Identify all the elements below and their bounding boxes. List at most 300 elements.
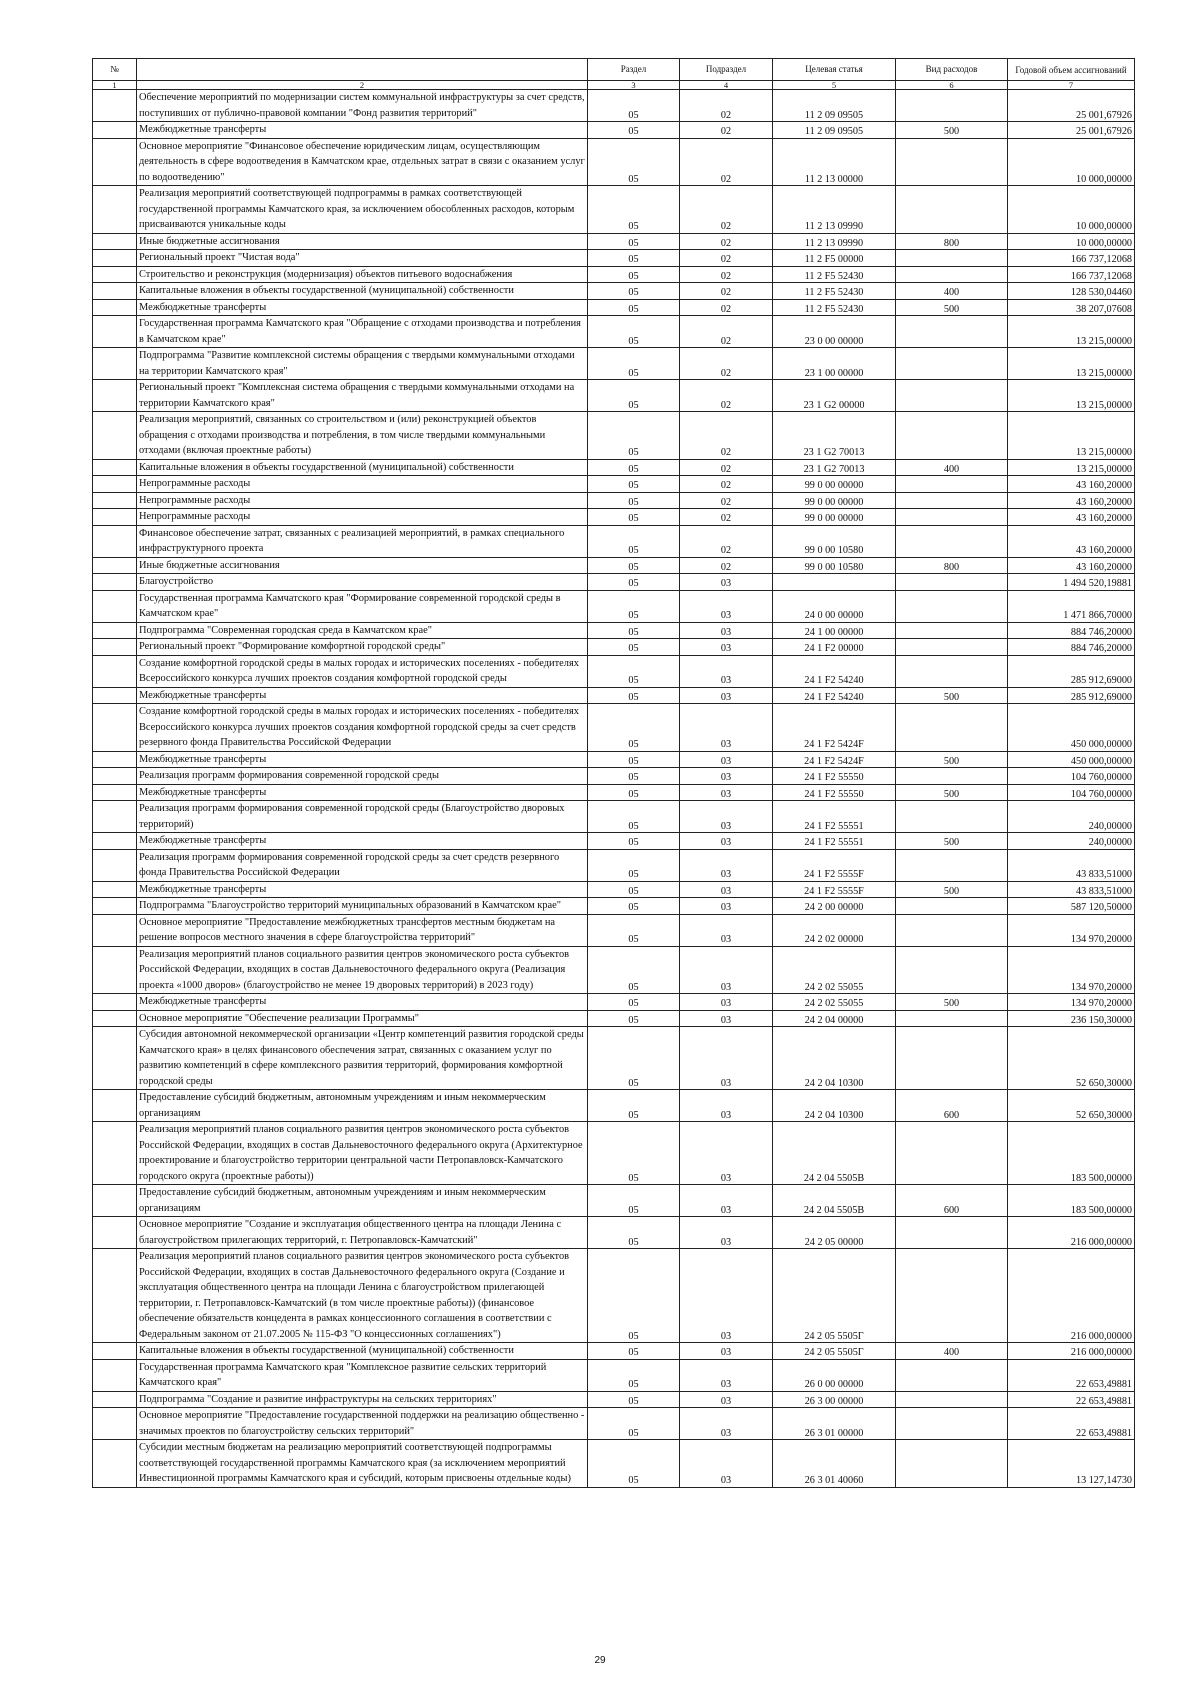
row-name: Строительство и реконструкция (модернизация) объектов питьевого водоснабжения — [137, 266, 588, 283]
row-index-cell — [93, 751, 137, 768]
table-row — [93, 1010, 1135, 1027]
row-article: 11 2 F5 52430 — [773, 283, 896, 300]
header-subsection: Подраздел — [680, 59, 773, 81]
row-subsection: 03 — [680, 784, 773, 801]
row-article: 11 2 13 00000 — [773, 138, 896, 186]
row-index-cell — [93, 557, 137, 574]
row-article: 24 1 F2 00000 — [773, 639, 896, 656]
row-section: 05 — [588, 476, 680, 493]
row-article: 23 1 G2 70013 — [773, 459, 896, 476]
table-row — [93, 784, 1135, 801]
row-subsection: 03 — [680, 849, 773, 881]
row-article — [773, 574, 896, 591]
table-row — [93, 266, 1135, 283]
row-name: Региональный проект "Комплексная система обращения с твердыми коммунальными отходами на территории Камчатского края" — [137, 380, 588, 412]
table-body — [93, 90, 1135, 1488]
table-row — [93, 1359, 1135, 1391]
row-amount: 240,00000 — [1008, 801, 1135, 833]
row-name: Благоустройство — [137, 574, 588, 591]
row-section: 05 — [588, 186, 680, 234]
row-expense-type: 500 — [896, 687, 1008, 704]
table-row — [93, 316, 1135, 348]
row-expense-type — [896, 138, 1008, 186]
row-amount: 236 150,30000 — [1008, 1010, 1135, 1027]
row-amount: 43 160,20000 — [1008, 557, 1135, 574]
row-expense-type — [896, 914, 1008, 946]
table-row — [93, 233, 1135, 250]
row-index-cell — [93, 768, 137, 785]
row-name: Государственная программа Камчатского края "Формирование современной городской среды в Камчатском крае" — [137, 590, 588, 622]
row-section: 05 — [588, 914, 680, 946]
row-article: 23 1 00 00000 — [773, 348, 896, 380]
row-index-cell — [93, 1359, 137, 1391]
row-expense-type: 800 — [896, 233, 1008, 250]
row-article: 24 2 05 5505Г — [773, 1249, 896, 1343]
row-subsection: 03 — [680, 1027, 773, 1090]
row-article: 24 2 00 00000 — [773, 898, 896, 915]
row-article: 26 3 00 00000 — [773, 1391, 896, 1408]
row-expense-type — [896, 1440, 1008, 1488]
row-index-cell — [93, 1343, 137, 1360]
row-name: Финансовое обеспечение затрат, связанных с реализацией мероприятий, в рамках специального инфраструктурного проекта — [137, 525, 588, 557]
table-row — [93, 801, 1135, 833]
row-name: Основное мероприятие "Предоставление межбюджетных трансфертов местным бюджетам на решение вопросов местного значения в сфере благоустройства территорий" — [137, 914, 588, 946]
row-expense-type — [896, 1217, 1008, 1249]
row-section: 05 — [588, 994, 680, 1011]
row-section: 05 — [588, 1010, 680, 1027]
row-amount: 13 215,00000 — [1008, 316, 1135, 348]
row-index-cell — [93, 687, 137, 704]
row-name: Межбюджетные трансферты — [137, 299, 588, 316]
header-num-6: 6 — [896, 81, 1008, 90]
row-article: 24 1 F2 55550 — [773, 784, 896, 801]
row-index-cell — [93, 1217, 137, 1249]
row-amount: 52 650,30000 — [1008, 1090, 1135, 1122]
row-section: 05 — [588, 459, 680, 476]
row-section: 05 — [588, 639, 680, 656]
row-amount: 25 001,67926 — [1008, 122, 1135, 139]
row-article: 11 2 13 09990 — [773, 233, 896, 250]
row-subsection: 03 — [680, 704, 773, 752]
row-name: Основное мероприятие "Обеспечение реализации Программы" — [137, 1010, 588, 1027]
row-subsection: 02 — [680, 186, 773, 234]
row-amount: 1 471 866,70000 — [1008, 590, 1135, 622]
row-index-cell — [93, 1408, 137, 1440]
row-section: 05 — [588, 380, 680, 412]
row-index-cell — [93, 994, 137, 1011]
row-article: 24 2 05 5505Г — [773, 1343, 896, 1360]
row-name: Субсидии местным бюджетам на реализацию мероприятий соответствующей подпрограммы соответствующей государственной программы Камчатского края (за исключением мероприятий Инвестиционной программы Камчатского края и субсидий, которым присвоены отдельные коды) — [137, 1440, 588, 1488]
row-amount: 450 000,00000 — [1008, 704, 1135, 752]
row-subsection: 03 — [680, 687, 773, 704]
row-article: 23 0 00 00000 — [773, 316, 896, 348]
row-amount: 240,00000 — [1008, 833, 1135, 850]
header-article: Целевая статья — [773, 59, 896, 81]
row-section: 05 — [588, 1391, 680, 1408]
row-section: 05 — [588, 833, 680, 850]
table-row — [93, 476, 1135, 493]
row-subsection: 03 — [680, 914, 773, 946]
table-row — [93, 574, 1135, 591]
row-name: Предоставление субсидий бюджетным, автономным учреждениям и иным некоммерческим организациям — [137, 1090, 588, 1122]
row-index-cell — [93, 1010, 137, 1027]
row-subsection: 03 — [680, 768, 773, 785]
row-amount: 43 160,20000 — [1008, 492, 1135, 509]
row-name: Реализация мероприятий планов социального развития центров экономического роста субъектов Российской Федерации, входящих в состав Дальневосточного федерального округа (Создание и эксплуатация общественного центра на площади Ленина с благоустройством прилегающей территории, г. Петропавловск-Камчатский (в том числе проектные работы)) (финансовое обеспечение обязательств концедента в рамках концессионного соглашения в соответствии с Федеральным законом от 21.07.2005 № 115-ФЗ "О концессионных соглашениях") — [137, 1249, 588, 1343]
row-expense-type: 500 — [896, 122, 1008, 139]
row-index-cell — [93, 283, 137, 300]
row-subsection: 03 — [680, 833, 773, 850]
row-index-cell — [93, 186, 137, 234]
table-row — [93, 1391, 1135, 1408]
row-subsection: 02 — [680, 250, 773, 267]
table-row — [93, 186, 1135, 234]
table-row — [93, 1343, 1135, 1360]
row-article: 24 2 04 5505В — [773, 1122, 896, 1185]
row-subsection: 03 — [680, 1010, 773, 1027]
row-amount: 134 970,20000 — [1008, 914, 1135, 946]
row-name: Реализация мероприятий планов социального развития центров экономического роста субъектов Российской Федерации, входящих в состав Дальневосточного федерального округа (Реализация проекта «1000 дворов» (благоустройство не менее 19 дворовых территорий) в 2023 году) — [137, 946, 588, 994]
row-expense-type — [896, 1027, 1008, 1090]
row-section: 05 — [588, 525, 680, 557]
row-amount: 13 215,00000 — [1008, 348, 1135, 380]
row-section: 05 — [588, 492, 680, 509]
row-article: 24 1 F2 5424F — [773, 704, 896, 752]
row-amount: 285 912,69000 — [1008, 687, 1135, 704]
row-expense-type — [896, 525, 1008, 557]
row-name: Региональный проект "Формирование комфортной городской среды" — [137, 639, 588, 656]
row-amount: 216 000,00000 — [1008, 1217, 1135, 1249]
row-article: 26 0 00 00000 — [773, 1359, 896, 1391]
table-row — [93, 655, 1135, 687]
row-name: Межбюджетные трансферты — [137, 751, 588, 768]
row-amount: 183 500,00000 — [1008, 1122, 1135, 1185]
row-name: Непрограммные расходы — [137, 509, 588, 526]
row-index-cell — [93, 316, 137, 348]
row-article: 99 0 00 00000 — [773, 492, 896, 509]
row-amount: 134 970,20000 — [1008, 946, 1135, 994]
row-article: 26 3 01 40060 — [773, 1440, 896, 1488]
row-index-cell — [93, 622, 137, 639]
row-article: 24 2 04 10300 — [773, 1027, 896, 1090]
row-article: 24 2 02 55055 — [773, 946, 896, 994]
table-row — [93, 639, 1135, 656]
header-row — [93, 59, 1135, 81]
row-expense-type: 600 — [896, 1185, 1008, 1217]
header-num-3: 3 — [588, 81, 680, 90]
row-expense-type — [896, 768, 1008, 785]
row-expense-type: 600 — [896, 1090, 1008, 1122]
row-index-cell — [93, 1185, 137, 1217]
row-index-cell — [93, 590, 137, 622]
row-amount: 13 127,14730 — [1008, 1440, 1135, 1488]
row-subsection: 03 — [680, 1217, 773, 1249]
table-row — [93, 914, 1135, 946]
row-expense-type — [896, 801, 1008, 833]
row-section: 05 — [588, 1090, 680, 1122]
row-name: Межбюджетные трансферты — [137, 833, 588, 850]
row-subsection: 02 — [680, 299, 773, 316]
header-num-1: 1 — [93, 81, 137, 90]
row-index-cell — [93, 784, 137, 801]
row-subsection: 03 — [680, 655, 773, 687]
row-index-cell — [93, 90, 137, 122]
row-amount: 43 160,20000 — [1008, 509, 1135, 526]
row-article: 99 0 00 10580 — [773, 557, 896, 574]
table-row — [93, 704, 1135, 752]
row-article: 24 2 04 00000 — [773, 1010, 896, 1027]
row-amount: 216 000,00000 — [1008, 1343, 1135, 1360]
row-index-cell — [93, 1090, 137, 1122]
row-expense-type — [896, 1408, 1008, 1440]
row-expense-type — [896, 1122, 1008, 1185]
row-subsection: 02 — [680, 459, 773, 476]
row-expense-type: 500 — [896, 994, 1008, 1011]
table-row — [93, 492, 1135, 509]
row-subsection: 02 — [680, 122, 773, 139]
row-article: 99 0 00 10580 — [773, 525, 896, 557]
row-amount: 52 650,30000 — [1008, 1027, 1135, 1090]
row-article: 11 2 F5 00000 — [773, 250, 896, 267]
header-section: Раздел — [588, 59, 680, 81]
table-row — [93, 283, 1135, 300]
row-amount: 884 746,20000 — [1008, 639, 1135, 656]
row-expense-type — [896, 316, 1008, 348]
table-row — [93, 898, 1135, 915]
row-amount: 166 737,12068 — [1008, 250, 1135, 267]
row-name: Межбюджетные трансферты — [137, 122, 588, 139]
row-section: 05 — [588, 881, 680, 898]
row-expense-type: 500 — [896, 784, 1008, 801]
row-expense-type — [896, 509, 1008, 526]
table-row — [93, 348, 1135, 380]
row-subsection: 03 — [680, 1122, 773, 1185]
row-index-cell — [93, 704, 137, 752]
row-index-cell — [93, 574, 137, 591]
row-amount: 13 215,00000 — [1008, 412, 1135, 460]
row-section: 05 — [588, 655, 680, 687]
table-row — [93, 525, 1135, 557]
row-article: 24 1 F2 55551 — [773, 801, 896, 833]
row-index-cell — [93, 412, 137, 460]
row-name: Субсидия автономной некоммерческой организации «Центр компетенций развития городской среды Камчатского края» в целях финансового обеспечения затрат, связанных с оказанием услуг по развитию компетенций в сфере комплексного развития территорий, формирования комфортной городской среды — [137, 1027, 588, 1090]
row-subsection: 03 — [680, 881, 773, 898]
row-expense-type — [896, 380, 1008, 412]
header-expense-type: Вид расходов — [896, 59, 1008, 81]
row-subsection: 02 — [680, 138, 773, 186]
row-subsection: 03 — [680, 1391, 773, 1408]
row-index-cell — [93, 914, 137, 946]
table-row — [93, 1090, 1135, 1122]
table-row — [93, 557, 1135, 574]
table-row — [93, 1122, 1135, 1185]
row-expense-type — [896, 1391, 1008, 1408]
row-article: 24 1 F2 55550 — [773, 768, 896, 785]
row-subsection: 03 — [680, 1359, 773, 1391]
row-section: 05 — [588, 574, 680, 591]
row-expense-type: 400 — [896, 459, 1008, 476]
row-article: 24 1 F2 5555F — [773, 849, 896, 881]
row-name: Реализация программ формирования современной городской среды (Благоустройство дворовых территорий) — [137, 801, 588, 833]
row-section: 05 — [588, 687, 680, 704]
row-name: Реализация мероприятий соответствующей подпрограммы в рамках соответствующей государственной программы Камчатского края, за исключением обособленных расходов, которым присваиваются уникальные коды — [137, 186, 588, 234]
row-subsection: 02 — [680, 525, 773, 557]
row-name: Подпрограмма "Современная городская среда в Камчатском крае" — [137, 622, 588, 639]
table-row — [93, 1185, 1135, 1217]
row-index-cell — [93, 1122, 137, 1185]
row-index-cell — [93, 1249, 137, 1343]
row-name: Государственная программа Камчатского края "Комплексное развитие сельских территорий Камчатского края" — [137, 1359, 588, 1391]
row-amount: 10 000,00000 — [1008, 233, 1135, 250]
row-article: 24 1 F2 54240 — [773, 655, 896, 687]
row-amount: 13 215,00000 — [1008, 459, 1135, 476]
row-subsection: 03 — [680, 639, 773, 656]
row-article: 26 3 01 00000 — [773, 1408, 896, 1440]
row-subsection: 02 — [680, 348, 773, 380]
row-name: Основное мероприятие "Финансовое обеспечение юридическим лицам, осуществляющим деятельность в сфере водоотведения в Камчатском крае, отдельных затрат в связи с оказанием услуг по водоотведению" — [137, 138, 588, 186]
row-expense-type: 500 — [896, 751, 1008, 768]
row-article: 24 2 05 00000 — [773, 1217, 896, 1249]
row-section: 05 — [588, 283, 680, 300]
table-row — [93, 250, 1135, 267]
row-index-cell — [93, 476, 137, 493]
row-amount: 1 494 520,19881 — [1008, 574, 1135, 591]
row-section: 05 — [588, 316, 680, 348]
row-expense-type: 500 — [896, 299, 1008, 316]
row-name: Капитальные вложения в объекты государственной (муниципальной) собственности — [137, 1343, 588, 1360]
row-section: 05 — [588, 784, 680, 801]
row-article: 24 1 00 00000 — [773, 622, 896, 639]
header-number: № — [93, 59, 137, 81]
row-index-cell — [93, 898, 137, 915]
row-index-cell — [93, 459, 137, 476]
row-subsection: 02 — [680, 90, 773, 122]
row-name: Капитальные вложения в объекты государственной (муниципальной) собственности — [137, 459, 588, 476]
row-subsection: 02 — [680, 412, 773, 460]
header-amount: Годовой объем ассигнований — [1008, 59, 1135, 81]
row-expense-type — [896, 492, 1008, 509]
row-section: 05 — [588, 768, 680, 785]
row-expense-type: 500 — [896, 833, 1008, 850]
row-article: 11 2 F5 52430 — [773, 299, 896, 316]
row-expense-type: 500 — [896, 881, 1008, 898]
table-row — [93, 833, 1135, 850]
row-index-cell — [93, 655, 137, 687]
row-index-cell — [93, 138, 137, 186]
row-amount: 134 970,20000 — [1008, 994, 1135, 1011]
row-index-cell — [93, 1027, 137, 1090]
row-name: Государственная программа Камчатского края "Обращение с отходами производства и потребления в Камчатском крае" — [137, 316, 588, 348]
row-amount: 43 160,20000 — [1008, 525, 1135, 557]
row-subsection: 03 — [680, 574, 773, 591]
row-name: Основное мероприятие "Предоставление государственной поддержки на реализацию общественно - значимых проектов по благоустройству сельских территорий" — [137, 1408, 588, 1440]
row-amount: 104 760,00000 — [1008, 768, 1135, 785]
row-article: 24 2 02 55055 — [773, 994, 896, 1011]
row-name: Подпрограмма "Развитие комплексной системы обращения с твердыми коммунальными отходами на территории Камчатского края" — [137, 348, 588, 380]
row-subsection: 03 — [680, 751, 773, 768]
row-section: 05 — [588, 1249, 680, 1343]
row-section: 05 — [588, 509, 680, 526]
row-index-cell — [93, 801, 137, 833]
row-subsection: 02 — [680, 266, 773, 283]
row-amount: 166 737,12068 — [1008, 266, 1135, 283]
row-index-cell — [93, 122, 137, 139]
row-subsection: 02 — [680, 233, 773, 250]
row-section: 05 — [588, 704, 680, 752]
row-section: 05 — [588, 138, 680, 186]
row-subsection: 03 — [680, 1440, 773, 1488]
row-amount: 43 833,51000 — [1008, 881, 1135, 898]
row-name: Обеспечение мероприятий по модернизации систем коммунальной инфраструктуры за счет средств, поступивших от публично-правовой компании "Фонд развития территорий" — [137, 90, 588, 122]
table-row — [93, 687, 1135, 704]
row-article: 99 0 00 00000 — [773, 509, 896, 526]
row-expense-type — [896, 412, 1008, 460]
table-row — [93, 1027, 1135, 1090]
row-article: 11 2 09 09505 — [773, 122, 896, 139]
row-name: Основное мероприятие "Создание и эксплуатация общественного центра на площади Ленина с благоустройством прилегающих территорий, г. Петропавловск-Камчатский" — [137, 1217, 588, 1249]
row-subsection: 03 — [680, 1249, 773, 1343]
row-subsection: 02 — [680, 316, 773, 348]
row-article: 24 1 F2 55551 — [773, 833, 896, 850]
row-index-cell — [93, 509, 137, 526]
row-amount: 450 000,00000 — [1008, 751, 1135, 768]
row-section: 05 — [588, 1408, 680, 1440]
row-amount: 22 653,49881 — [1008, 1408, 1135, 1440]
table-row — [93, 768, 1135, 785]
row-index-cell — [93, 1391, 137, 1408]
row-name: Иные бюджетные ассигнования — [137, 233, 588, 250]
table-row — [93, 459, 1135, 476]
row-section: 05 — [588, 1185, 680, 1217]
row-expense-type — [896, 849, 1008, 881]
row-expense-type — [896, 348, 1008, 380]
row-subsection: 03 — [680, 590, 773, 622]
row-section: 05 — [588, 412, 680, 460]
row-section: 05 — [588, 1440, 680, 1488]
row-subsection: 02 — [680, 380, 773, 412]
row-expense-type — [896, 622, 1008, 639]
row-index-cell — [93, 525, 137, 557]
header-num-7: 7 — [1008, 81, 1135, 90]
row-section: 05 — [588, 1122, 680, 1185]
row-section: 05 — [588, 590, 680, 622]
row-subsection: 02 — [680, 492, 773, 509]
header-num-5: 5 — [773, 81, 896, 90]
row-index-cell — [93, 299, 137, 316]
row-name: Межбюджетные трансферты — [137, 881, 588, 898]
row-article: 23 1 G2 70013 — [773, 412, 896, 460]
row-subsection: 03 — [680, 622, 773, 639]
row-expense-type — [896, 476, 1008, 493]
row-article: 24 0 00 00000 — [773, 590, 896, 622]
row-article: 24 2 04 10300 — [773, 1090, 896, 1122]
row-section: 05 — [588, 557, 680, 574]
table-row — [93, 1408, 1135, 1440]
row-subsection: 02 — [680, 557, 773, 574]
row-amount: 183 500,00000 — [1008, 1185, 1135, 1217]
row-subsection: 03 — [680, 946, 773, 994]
row-expense-type — [896, 655, 1008, 687]
row-section: 05 — [588, 946, 680, 994]
row-name: Непрограммные расходы — [137, 476, 588, 493]
row-expense-type — [896, 266, 1008, 283]
row-expense-type: 400 — [896, 1343, 1008, 1360]
row-amount: 285 912,69000 — [1008, 655, 1135, 687]
page-number: 29 — [594, 1655, 606, 1666]
row-index-cell — [93, 833, 137, 850]
row-article: 24 1 F2 5424F — [773, 751, 896, 768]
row-expense-type — [896, 898, 1008, 915]
